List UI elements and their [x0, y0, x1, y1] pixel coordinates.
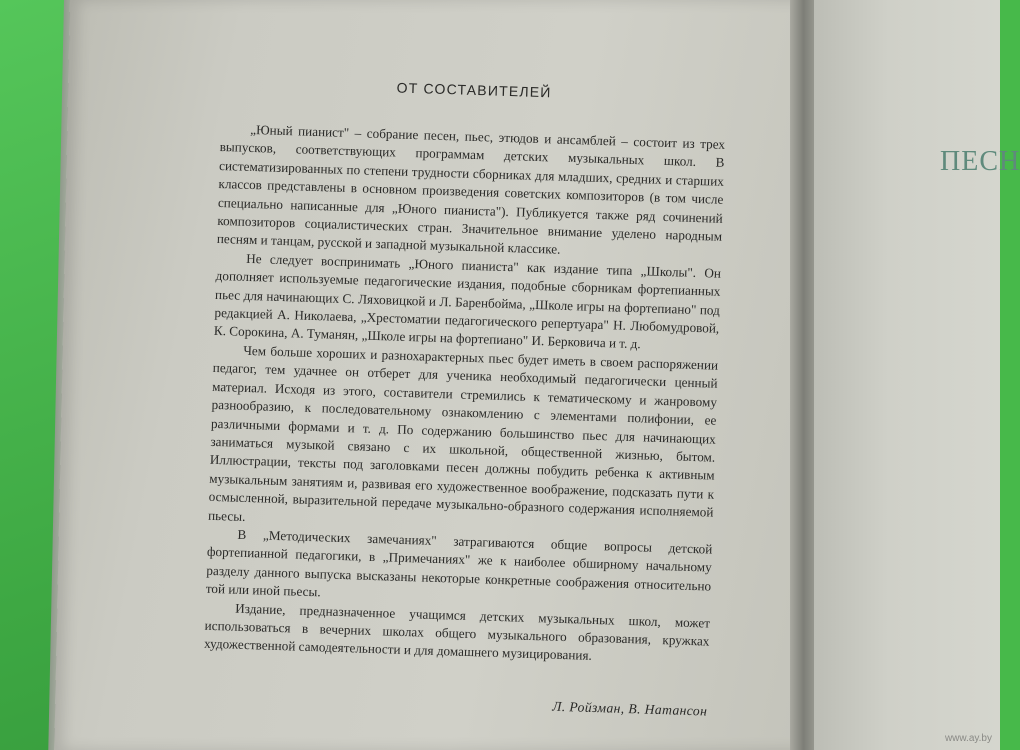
watermark: www.ay.by	[944, 733, 992, 744]
foreword-heading: ОТ СОСТАВИТЕЛЕЙ	[396, 79, 552, 101]
foreword-paragraph: Издание, предназначенное учащимся детских музыкальных школ, может использоваться в вечерних школах общего музыкального образования, кружках художественной самодеятельности и для домашнего музицирования.	[203, 600, 711, 664]
authors-signature: Л. Ройзман, В. Натансон	[552, 698, 708, 719]
foreword-paragraph: В „Методических замечаниях" затрагиваются общие вопросы детской фортепианной педагогики, в „Примечаниях" же к наиболее обширному начальному разделу данного выпуска высказаны некоторые конкретные соображения относительно той или иной пьесы.	[205, 526, 713, 600]
foreword-text-block	[202, 74, 727, 719]
right-page-title-fragment: ПЕСН	[940, 146, 1020, 177]
foreword-paragraph: Чем больше хороших и разнохарактерных пьес будет иметь в своем распоряжении педагог, тем удачнее он отберет для ученика необходимый педагогически ценный материал. Исходя из этого, составители стремились к тематическому и жанровому разнообразию, к последовательному ознакомлению с элементами полифонии, ее различными формами и т. д. По содержанию большинство пьес для начинающих заниматься музыкой связано с их школьной, общественной жизнью, бытом. Иллюстрации, тексты под заголовками песен должны побудить ребенка к активным музыкальным занятиям и, развивая его художественное воображение, подсказать пути к осмысленной, выразительной передаче музыкально-образного содержания исполняемой пьесы.	[207, 342, 719, 524]
foreword-paragraph: „Юный пианист" – собрание песен, пьес, этюдов и ансамблей – состоит из трех выпусков, соответствующих программам детских музыкальных школ. В систематизированных по степени трудности сборниках для младших, средних и старших классов представлены в основном произведения советских композиторов (в том числе специально написанные для „Юного пианиста"). Публикуется также ряд сочинений композиторов социалистических стран. Значительное внимание уделено народным песням и танцам, русской и западной музыкальной классике.	[216, 121, 726, 258]
foreword-paragraph: Не следует воспринимать „Юного пианиста" как издание типа „Школы". Он дополняет используемые педагогические издания, подобные сборникам фортепианных пьес для начинающих С. Ляховицкой и Л. Баренбойма, „Школе игры на фортепиано" под редакцией А. Николаева, „Хрестоматии педагогического репертуара" Н. Любомудровой, К. Сорокина, А. Туманян, „Школе игры на фортепиано" И. Берковича и т. д.	[213, 250, 722, 352]
right-page	[814, 0, 1000, 750]
